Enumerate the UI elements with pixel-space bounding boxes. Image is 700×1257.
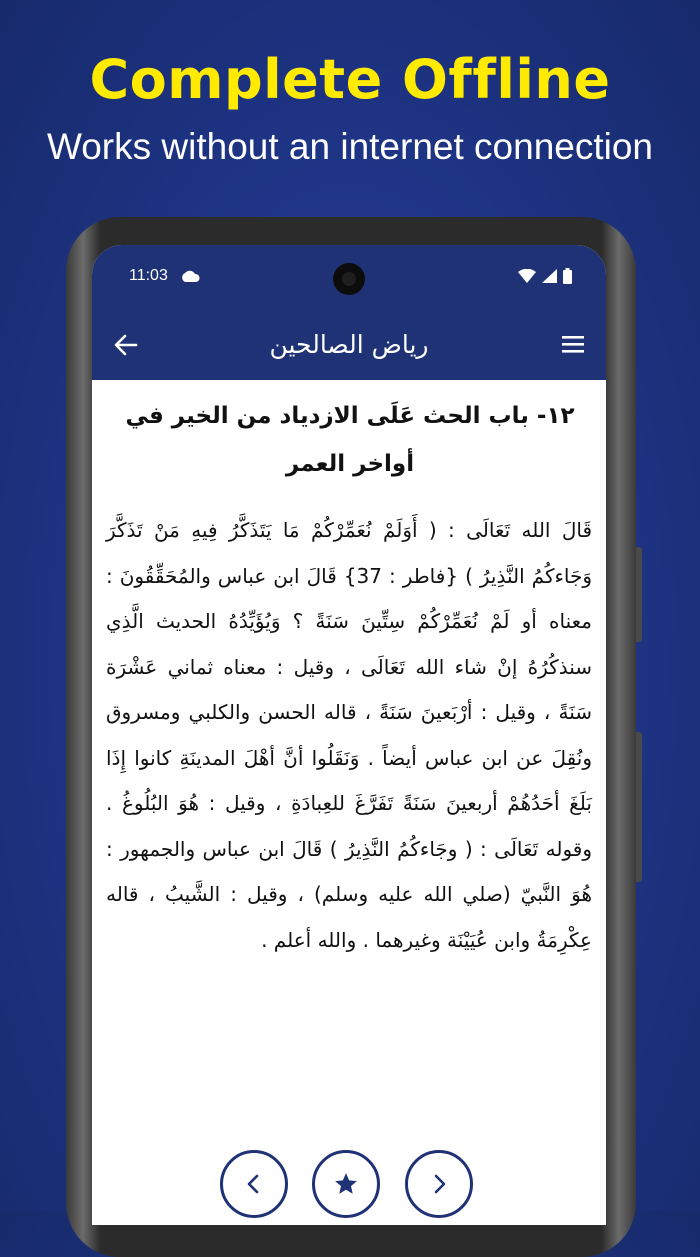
chevron-right-icon — [427, 1172, 451, 1196]
chapter-title: ١٢- باب الحث عَلَى الازدياد من الخير في أواخر العمر — [125, 403, 575, 477]
battery-icon — [563, 268, 572, 284]
signal-icon — [542, 269, 557, 283]
front-camera — [333, 263, 365, 295]
status-icons — [518, 268, 572, 284]
power-button — [636, 547, 642, 642]
chapter-content[interactable] — [92, 380, 606, 1225]
next-button[interactable] — [405, 1150, 473, 1218]
wifi-icon — [518, 269, 536, 283]
hadith-text: قَالَ الله تَعَالَى : ( أَوَلَمْ نُعَمِّرْكُمْ مَا يَتَذَكَّرُ فِيهِ مَنْ تَذَكَّرَ وَجَاءكُمُ النَّذِيرُ ) {فاطر : 37} قَالَ ابن عباس والمُحَقِّقُونَ : معناه أو لَمْ نُعَمِّرْكُمْ سِتِّينَ سَنَةً ؟ وَيُؤَيِّدُهُ الحديث الَّذِي سنذكُرُهُ إنْ شاء الله تَعَالَى ، وقيل : معناه ثماني عَشْرَة سَنَةً ، وقيل : أرْبَعينَ سَنَةً ، قاله الحسن والكلبي ومسروق ونُقِلَ عن ابن عباس أيضاً . وَنَقَلُوا أنَّ أهْلَ المدينَةِ كانوا إِذَا بَلَغَ أحَدُهُمْ أربعينَ سَنَةً تَفَرَّغَ للعِبادَةِ ، وقيل : هُوَ البُلُوغُ . وقوله تَعَالَى : ( وجَاءكُمُ النَّذِيرُ ) قَالَ ابن عباس والجمهور : هُوَ النَّبيّ (صلي الله عليه وسلم) ، وقيل : الشَّيبُ ، قاله عِكْرِمَةُ وابن عُيَيْنَة وغيرهما . والله أعلم . — [106, 518, 593, 952]
phone-screen — [92, 245, 606, 1225]
volume-button — [636, 732, 642, 882]
star-icon — [333, 1171, 359, 1197]
cloud-icon — [180, 270, 200, 282]
promo-title: Complete Offline — [89, 48, 611, 111]
previous-button[interactable] — [220, 1150, 288, 1218]
chevron-left-icon — [242, 1172, 266, 1196]
favorite-button[interactable] — [312, 1150, 380, 1218]
status-time: 11:03 — [129, 267, 168, 284]
toolbar-title: رياض الصالحين — [269, 330, 429, 359]
hamburger-menu-icon[interactable] — [560, 333, 586, 355]
promo-subtitle: Works without an internet connection — [46, 126, 654, 167]
app-bar — [92, 245, 606, 380]
